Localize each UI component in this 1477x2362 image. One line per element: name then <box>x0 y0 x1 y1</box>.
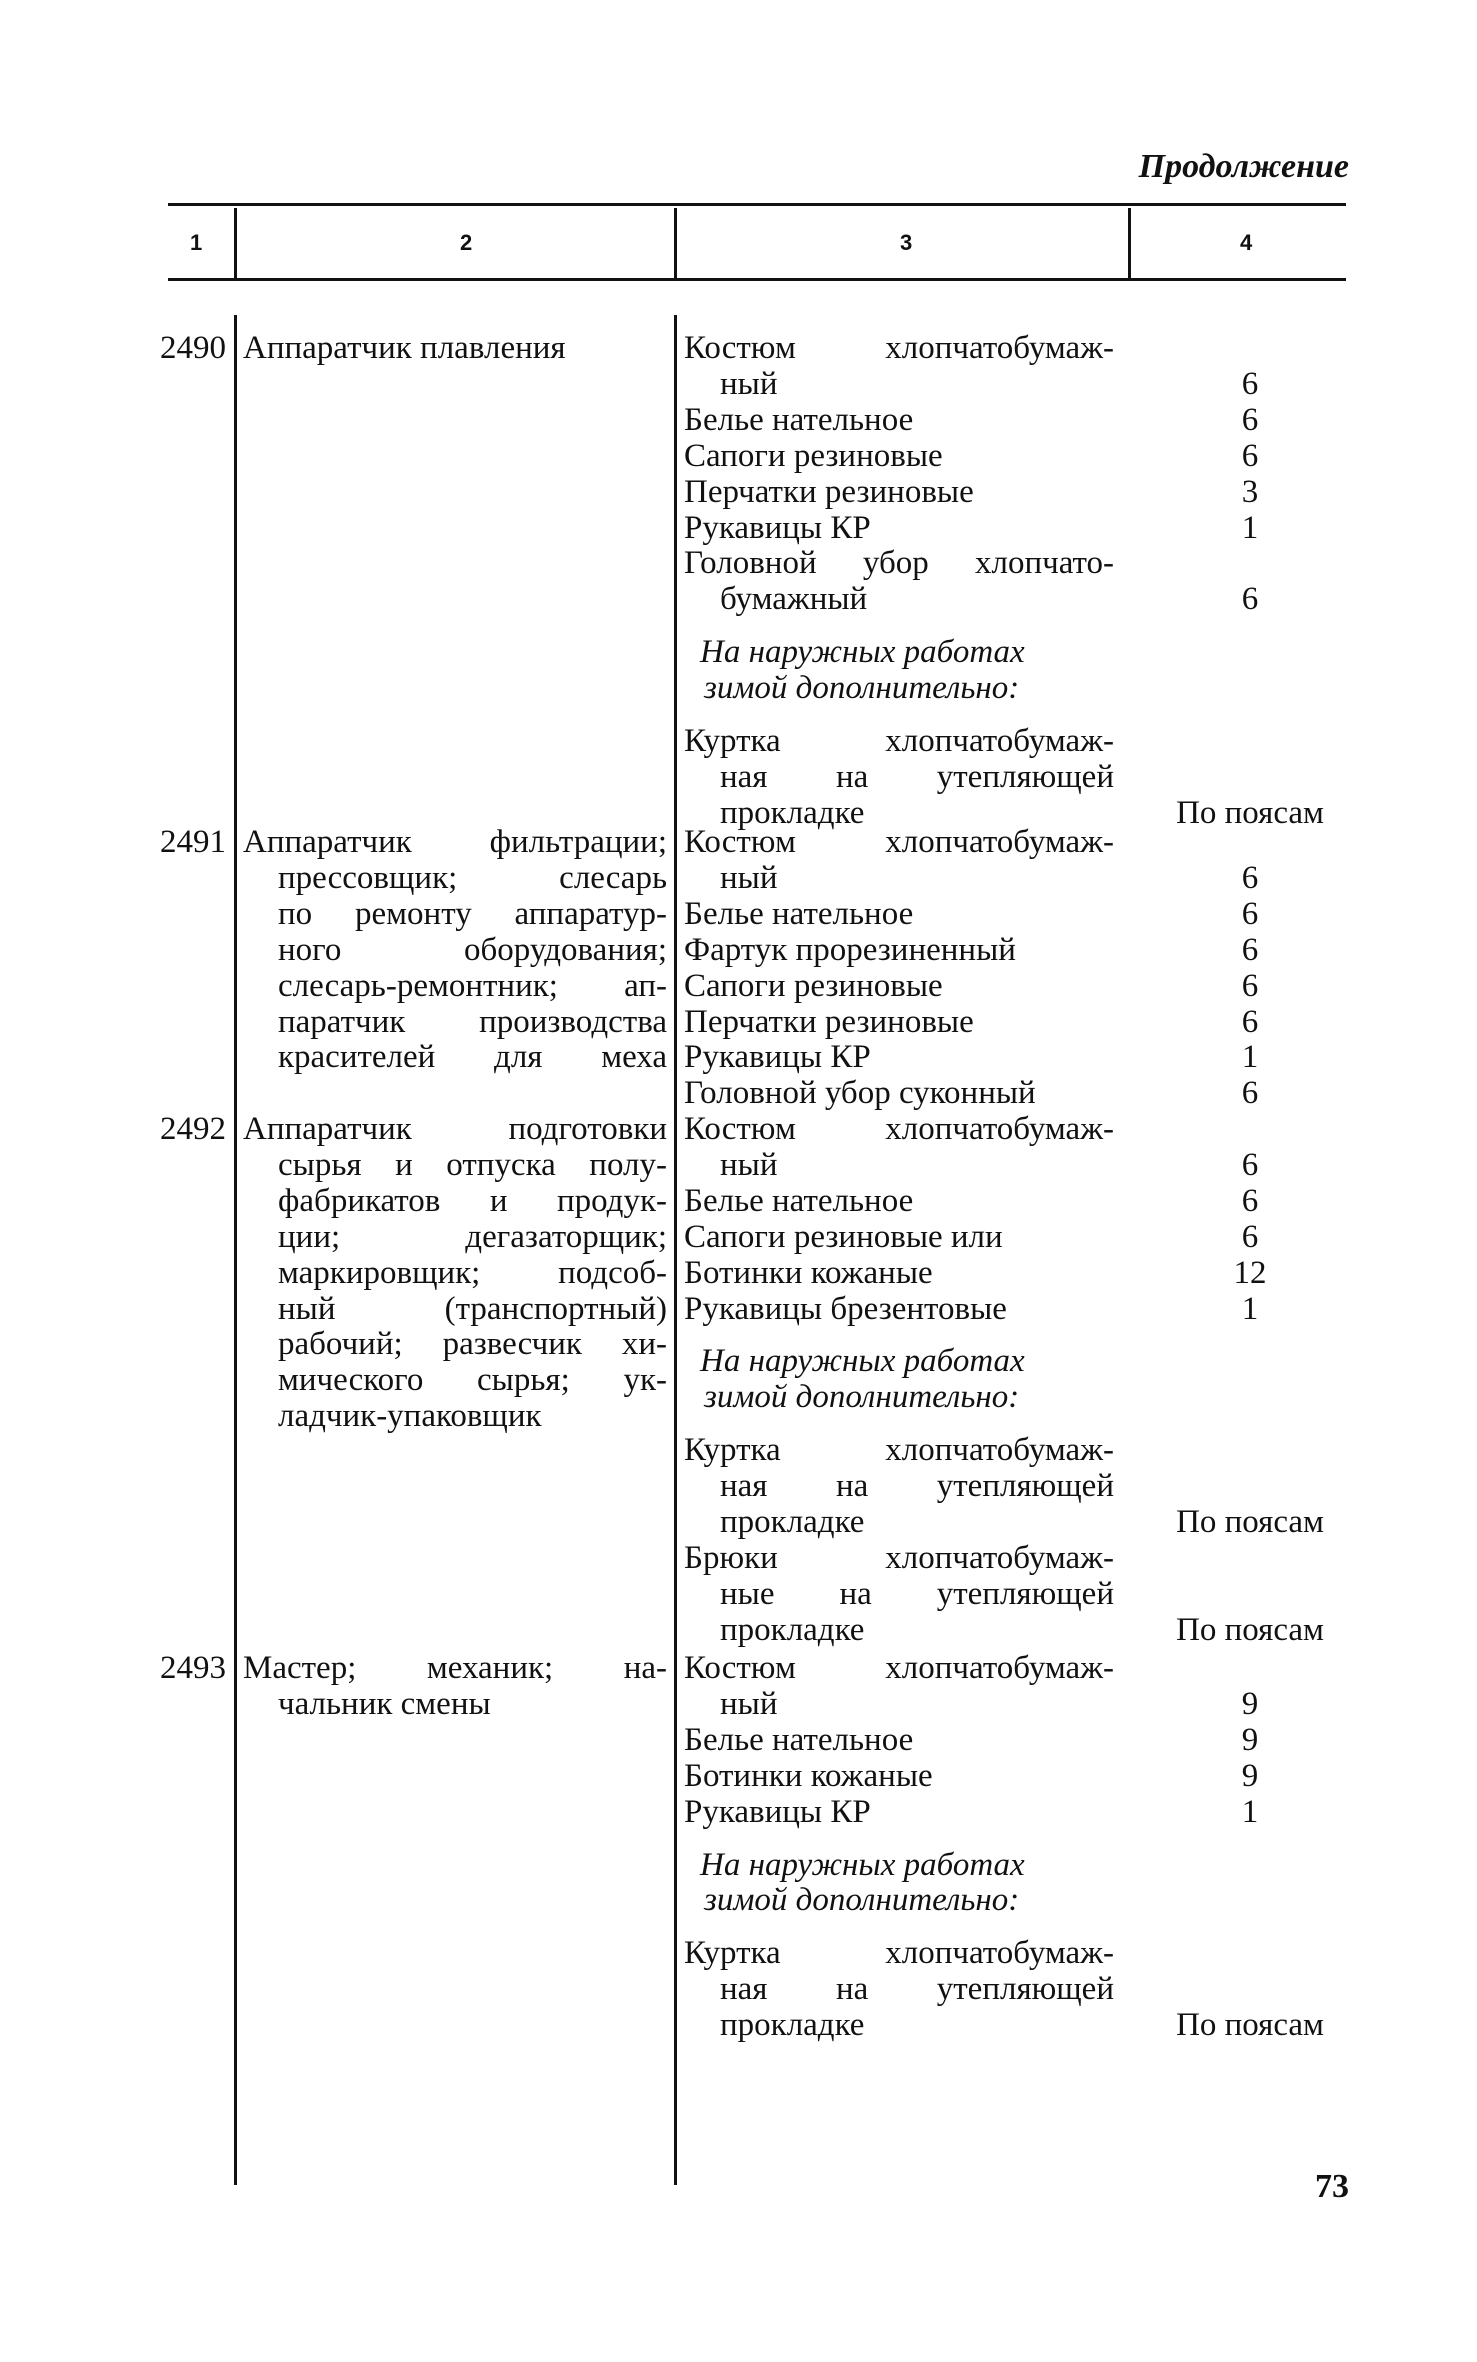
column-divider <box>674 315 677 2185</box>
item-text: Ботинки кожаные <box>684 1757 933 1794</box>
item-quantity: 9 <box>1241 1757 1259 1794</box>
item-text: прокладке <box>720 794 865 831</box>
continuation-label: Продолжение <box>1138 148 1349 185</box>
item-text: прокладке <box>720 1504 865 1540</box>
row-number: 2490 <box>160 330 226 366</box>
item-text: Костюм хлопчатобумаж- <box>684 1650 1114 1686</box>
item-text: ный <box>720 365 778 402</box>
profession-text: слесарь-ремонтник; ап- <box>278 967 667 1004</box>
column-header-2: 2 <box>460 230 473 255</box>
item-quantity: 12 <box>1233 1254 1267 1291</box>
item-quantity: 6 <box>1241 859 1259 896</box>
item-quantity: По поясам <box>1176 794 1324 831</box>
item-text: Головной убор суконный <box>684 1075 1036 1112</box>
profession-text: по ремонту аппаратур- <box>278 895 667 932</box>
table-top-rule <box>168 203 1346 206</box>
profession-text: ладчик-упаковщик <box>278 1398 542 1435</box>
item-text: Перчатки резиновые <box>684 473 974 510</box>
column-header-1: 1 <box>190 230 203 255</box>
profession-text: ного оборудования; <box>278 931 667 968</box>
profession-text: ный (транспортный) <box>278 1290 667 1327</box>
item-text: ная на утепляющей <box>720 758 1114 795</box>
profession-text: красителей для меха <box>278 1039 667 1076</box>
column-divider <box>1128 208 1131 278</box>
item-text: Перчатки резиновые <box>684 1003 974 1040</box>
item-quantity: По поясам <box>1176 1611 1324 1648</box>
profession-text: маркировщик; подсоб- <box>278 1254 667 1291</box>
item-text: ный <box>720 1146 778 1183</box>
item-quantity: 1 <box>1241 1290 1259 1327</box>
item-quantity: 3 <box>1241 473 1259 510</box>
item-text: Брюки хлопчатобумаж- <box>684 1539 1114 1576</box>
item-quantity: 1 <box>1241 509 1259 546</box>
item-text: Белье нательное <box>684 1182 914 1219</box>
item-quantity: 6 <box>1241 967 1259 1004</box>
item-quantity: 6 <box>1241 1003 1259 1040</box>
item-text: Костюм хлопчатобумаж- <box>684 1111 1114 1147</box>
profession-text: чальник смены <box>278 1685 491 1722</box>
item-text: бумажный <box>720 581 868 618</box>
item-text: Рукавицы КР <box>684 1039 871 1076</box>
item-quantity: 9 <box>1241 1721 1259 1758</box>
profession-text: рабочий; развесчик хи- <box>278 1326 667 1363</box>
item-text: ная на утепляющей <box>720 1971 1114 2008</box>
item-text: Белье нательное <box>684 895 914 932</box>
item-quantity: 6 <box>1241 437 1259 474</box>
item-text: Головной убор хлопчато- <box>684 545 1114 582</box>
page-number: 73 <box>1315 2168 1349 2205</box>
item-text: ная на утепляющей <box>720 1468 1114 1505</box>
item-quantity: 6 <box>1241 931 1259 968</box>
row-number: 2493 <box>160 1650 226 1686</box>
profession-text: Аппаратчик фильтрации; <box>243 824 667 860</box>
profession-text: Аппаратчик подготовки <box>243 1111 667 1147</box>
item-quantity: 6 <box>1241 1218 1259 1255</box>
column-divider <box>674 208 677 278</box>
profession-text: Мастер; механик; на- <box>243 1650 667 1686</box>
item-quantity: 9 <box>1241 1685 1259 1722</box>
note-text: На наружных работах <box>700 1343 1025 1380</box>
note-text: На наружных работах <box>700 1846 1025 1883</box>
item-text: прокладке <box>720 2007 865 2044</box>
item-text: ный <box>720 859 778 896</box>
item-text: Сапоги резиновые или <box>684 1218 1003 1255</box>
item-text: ные на утепляющей <box>720 1575 1114 1612</box>
column-divider <box>234 208 237 278</box>
column-header-4: 4 <box>1240 230 1253 255</box>
column-header-3: 3 <box>900 230 913 255</box>
item-quantity: 6 <box>1241 895 1259 932</box>
item-quantity: 6 <box>1241 1075 1259 1112</box>
item-text: прокладке <box>720 1611 865 1648</box>
item-text: Куртка хлопчатобумаж- <box>684 1935 1114 1972</box>
item-text: Сапоги резиновые <box>684 967 943 1004</box>
item-text: Рукавицы брезентовые <box>684 1290 1007 1327</box>
profession-text: мического сырья; ук- <box>278 1362 667 1399</box>
note-text: зимой дополнительно: <box>704 1882 1020 1919</box>
column-divider <box>234 315 237 2185</box>
item-text: Костюм хлопчатобумаж- <box>684 330 1114 366</box>
item-text: Рукавицы КР <box>684 509 871 546</box>
table-header-rule <box>168 278 1346 281</box>
item-text: Белье нательное <box>684 1721 914 1758</box>
profession-text: фабрикатов и продук- <box>278 1182 667 1219</box>
profession-text: Аппаратчик плавления <box>243 330 566 366</box>
item-quantity: 1 <box>1241 1039 1259 1076</box>
item-quantity: По поясам <box>1176 2007 1324 2044</box>
item-quantity: 6 <box>1241 1182 1259 1219</box>
item-text: Рукавицы КР <box>684 1793 871 1830</box>
row-number: 2491 <box>160 824 226 860</box>
row-number: 2492 <box>160 1111 226 1147</box>
note-text: На наружных работах <box>700 634 1025 671</box>
profession-text: прессовщик; слесарь <box>278 859 667 896</box>
note-text: зимой дополнительно: <box>704 1379 1020 1416</box>
item-text: ный <box>720 1685 778 1722</box>
profession-text: ции; дегазаторщик; <box>278 1218 667 1255</box>
item-quantity: По поясам <box>1176 1504 1324 1540</box>
item-quantity: 6 <box>1241 1146 1259 1183</box>
item-text: Костюм хлопчатобумаж- <box>684 824 1114 860</box>
item-text: Фартук прорезиненный <box>684 931 1016 968</box>
item-text: Куртка хлопчатобумаж- <box>684 723 1114 759</box>
item-quantity: 6 <box>1241 581 1259 618</box>
profession-text: сырья и отпуска полу- <box>278 1146 667 1183</box>
item-text: Сапоги резиновые <box>684 437 943 474</box>
item-text: Белье нательное <box>684 401 914 438</box>
item-quantity: 6 <box>1241 401 1259 438</box>
item-text: Куртка хлопчатобумаж- <box>684 1432 1114 1469</box>
profession-text: паратчик производства <box>278 1003 667 1040</box>
note-text: зимой дополнительно: <box>704 670 1020 707</box>
item-quantity: 1 <box>1241 1793 1259 1830</box>
item-quantity: 6 <box>1241 365 1259 402</box>
item-text: Ботинки кожаные <box>684 1254 933 1291</box>
